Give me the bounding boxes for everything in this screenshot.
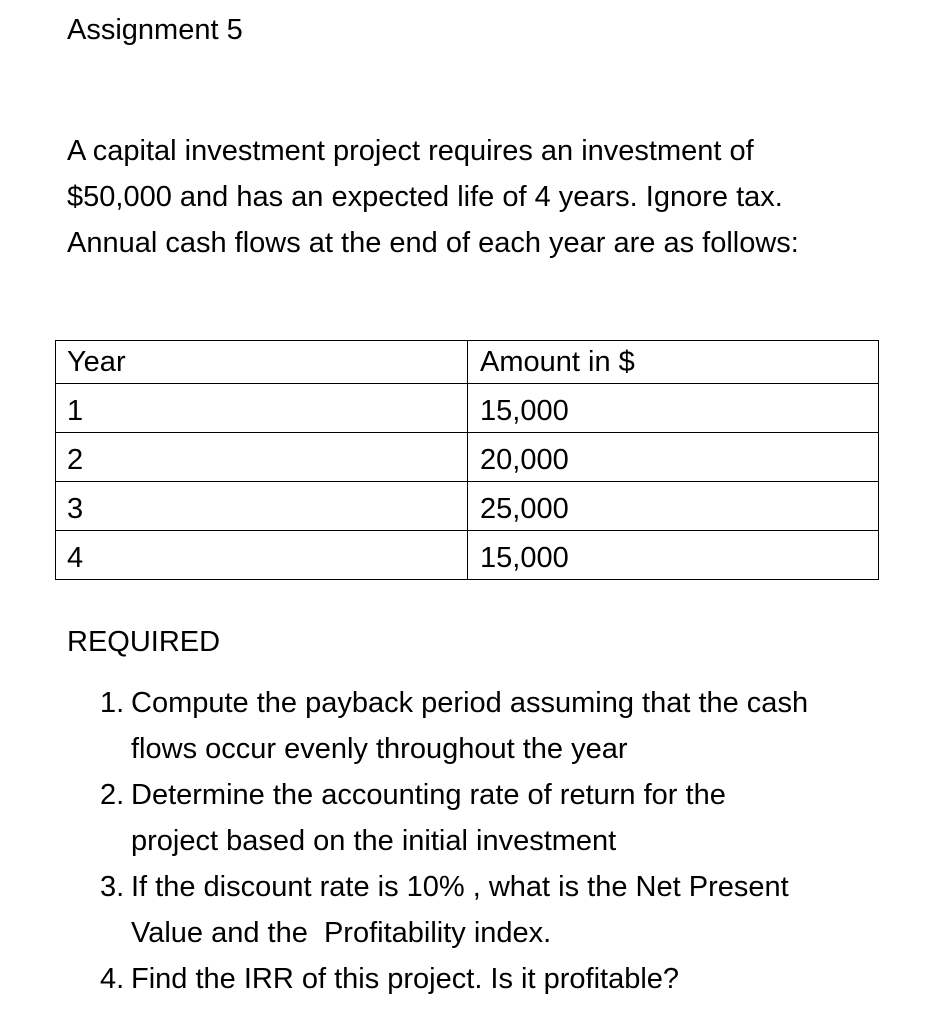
cell-amount: 15,000	[468, 531, 879, 580]
header-year: Year	[56, 341, 468, 384]
list-item-line: If the discount rate is 10% , what is the Net Present	[131, 871, 789, 903]
table-row	[56, 531, 879, 580]
cell-year: 3	[56, 482, 468, 531]
table-row	[56, 384, 879, 433]
list-item	[100, 772, 920, 864]
document-title: Assignment 5	[67, 14, 243, 46]
table-row	[56, 482, 879, 531]
list-item	[100, 864, 920, 956]
list-item-body	[131, 956, 679, 1002]
cell-year: 4	[56, 531, 468, 580]
cell-year: 2	[56, 433, 468, 482]
list-item-number: 3.	[100, 871, 125, 903]
intro-line: Annual cash flows at the end of each year are as follows:	[67, 227, 799, 259]
list-item-body	[131, 864, 789, 956]
list-item	[100, 956, 920, 1002]
table-header-row	[56, 341, 879, 384]
table-row	[56, 433, 879, 482]
required-heading: REQUIRED	[67, 626, 221, 658]
list-item-body	[131, 772, 726, 864]
required-list	[100, 680, 920, 1002]
intro-line: A capital investment project requires an investment of	[67, 135, 754, 167]
list-item-line: project based on the initial investment	[131, 825, 617, 857]
list-item-number: 4.	[100, 963, 125, 995]
list-item-body	[131, 680, 808, 772]
cell-amount: 15,000	[468, 384, 879, 433]
cell-year: 1	[56, 384, 468, 433]
list-item	[100, 680, 920, 772]
intro-line: $50,000 and has an expected life of 4 years. Ignore tax.	[67, 181, 783, 213]
cash-flow-table	[55, 340, 879, 580]
list-item-line: flows occur evenly throughout the year	[131, 733, 628, 765]
cell-amount: 20,000	[468, 433, 879, 482]
cell-amount: 25,000	[468, 482, 879, 531]
list-item-number: 1.	[100, 687, 125, 719]
list-item-line: Value and the Profitability index.	[131, 917, 552, 949]
intro-paragraph	[67, 128, 927, 266]
list-item-line: Find the IRR of this project. Is it profitable?	[131, 963, 680, 995]
list-item-line: Determine the accounting rate of return for the	[131, 779, 726, 811]
list-item-number: 2.	[100, 779, 125, 811]
list-item-line: Compute the payback period assuming that the cash	[131, 687, 809, 719]
header-amount: Amount in $	[468, 341, 879, 384]
